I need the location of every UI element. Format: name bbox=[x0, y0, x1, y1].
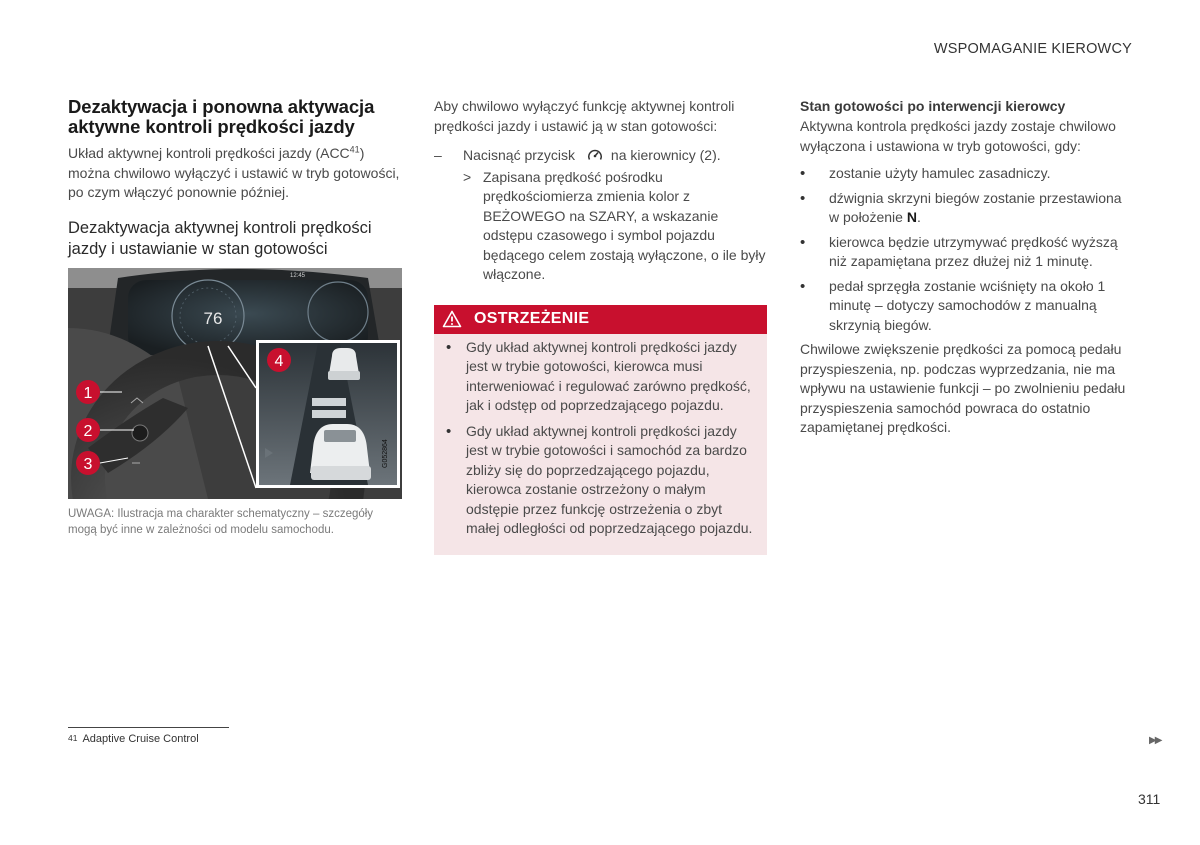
svg-text:4: 4 bbox=[274, 352, 284, 370]
dashboard-illustration bbox=[68, 268, 402, 499]
procedure-step bbox=[434, 146, 767, 166]
callouts bbox=[68, 268, 402, 499]
warning-box bbox=[434, 305, 767, 555]
clock-readout: 12:45 bbox=[290, 272, 306, 279]
subsection-title: Dezaktywacja aktywnej kontroli prędkości jazdy i ustawianie w stan gotowości bbox=[68, 218, 372, 258]
warning-item: • Gdy układ aktywnej kontroli prędkości jazdy jest w trybie gotowości, kierowca musi interweniować i regulować zarówno prędkość, jak i odstęp od poprzedzającego pojazdu. bbox=[466, 338, 755, 416]
list-item bbox=[829, 189, 1134, 228]
section-title: Dezaktywacja i ponowna aktywacja aktywne kontroli prędkości jazdy bbox=[68, 96, 375, 137]
svg-text:1: 1 bbox=[83, 384, 93, 402]
result-marker: > bbox=[463, 168, 472, 185]
column-right bbox=[800, 97, 1134, 438]
standby-intro: Aktywna kontrola prędkości jazdy zostaje chwilowo wyłączona i ustawiona w tryb gotowości, gdy: bbox=[800, 118, 1116, 154]
footnote-ref[interactable]: 41 bbox=[349, 144, 360, 155]
result-text: Zapisana prędkość pośrodku prędkościomierza zmienia kolor z BEŻOWEGO na SZARY, a wskazanie odstępu czasowego i symbol pojazdu będącego celem zostają wyłączone, o ile były włączone. bbox=[483, 168, 766, 282]
callout-3 bbox=[76, 451, 100, 475]
list-item: • zostanie użyty hamulec zasadniczy. bbox=[829, 164, 1134, 184]
svg-text:2: 2 bbox=[83, 422, 93, 440]
procedure-result bbox=[434, 168, 767, 285]
step-text-cont: na kierownicy (2). bbox=[610, 147, 721, 163]
footnote-number: 41 bbox=[68, 733, 78, 743]
closing-paragraph: Chwilowe zwiększenie prędkości za pomocą pedału przyspieszenia, np. podczas wyprzedzania, nie ma wpływu na ustawienie funkcji – po zwolnieniu pedału przyspieszenia samochód powraca do ostatnio zapamiętanej prędkości. bbox=[800, 341, 1126, 435]
speed-readout: 76 bbox=[203, 308, 223, 328]
warning-list bbox=[434, 334, 767, 539]
column-left bbox=[68, 97, 402, 538]
warning-title: OSTRZEŻENIE bbox=[474, 310, 590, 327]
footnote bbox=[68, 733, 199, 745]
warning-header bbox=[434, 305, 767, 334]
figure-caption: UWAGA: Ilustracja ma charakter schematyczny – szczegóły mogą być inne w zależności od modelu samochodu. bbox=[68, 507, 374, 536]
list-item-text: dźwignia skrzyni biegów zostanie przestawiona w położenie bbox=[829, 189, 1122, 225]
intro-paragraph bbox=[68, 144, 402, 203]
step-text: Nacisnąć przycisk bbox=[463, 147, 576, 163]
list-item: • kierowca będzie utrzymywać prędkość wyższą niż zapamiętana przez dłużej niż 1 minutę. bbox=[829, 233, 1134, 272]
intro-text-cont: ) można chwilowo wyłączyć i ustawić w tryb gotowości, po czym włączyć ponownie później. bbox=[68, 145, 400, 200]
gear-position: N bbox=[906, 209, 917, 225]
section-header: WSPOMAGANIE KIEROWCY bbox=[933, 41, 1132, 57]
warning-triangle-icon bbox=[442, 310, 462, 328]
footnote-text: Adaptive Cruise Control bbox=[82, 733, 199, 745]
callout-1 bbox=[76, 380, 100, 404]
column-middle bbox=[434, 97, 767, 555]
footnote-divider bbox=[68, 727, 229, 728]
page-number: 311 bbox=[1138, 791, 1161, 807]
step-marker: – bbox=[434, 147, 442, 163]
figure-code: G052864 bbox=[382, 438, 389, 468]
standby-conditions-list bbox=[800, 164, 1134, 335]
intro-text: Układ aktywnej kontroli prędkości jazdy (ACC bbox=[68, 145, 350, 161]
callout-4 bbox=[267, 348, 291, 372]
svg-text:3: 3 bbox=[83, 455, 93, 473]
procedure-intro: Aby chwilowo wyłączyć funkcję aktywnej kontroli prędkości jazdy i ustawić ją w stan gotowości: bbox=[434, 98, 735, 134]
list-item: • pedał sprzęgła zostanie wciśnięty na około 1 minutę – dotyczy samochodów z manualną skrzynią biegów. bbox=[829, 277, 1134, 336]
list-item-end: . bbox=[916, 209, 921, 225]
callout-2 bbox=[76, 418, 100, 442]
warning-item: • Gdy układ aktywnej kontroli prędkości jazdy jest w trybie gotowości i samochód za bardzo zbliży się do poprzedzającego pojazdu, kierowca zostanie ostrzeżony o małym odstępie przez funkcję ostrzeżenia o zbyt małej odległości od poprzedzającego pojazdu. bbox=[466, 422, 755, 539]
next-page-icon[interactable]: ▶▶ bbox=[1149, 735, 1161, 746]
speedometer-icon bbox=[587, 148, 603, 162]
subsection-heading: Stan gotowości po interwencji kierowcy bbox=[800, 98, 1066, 114]
